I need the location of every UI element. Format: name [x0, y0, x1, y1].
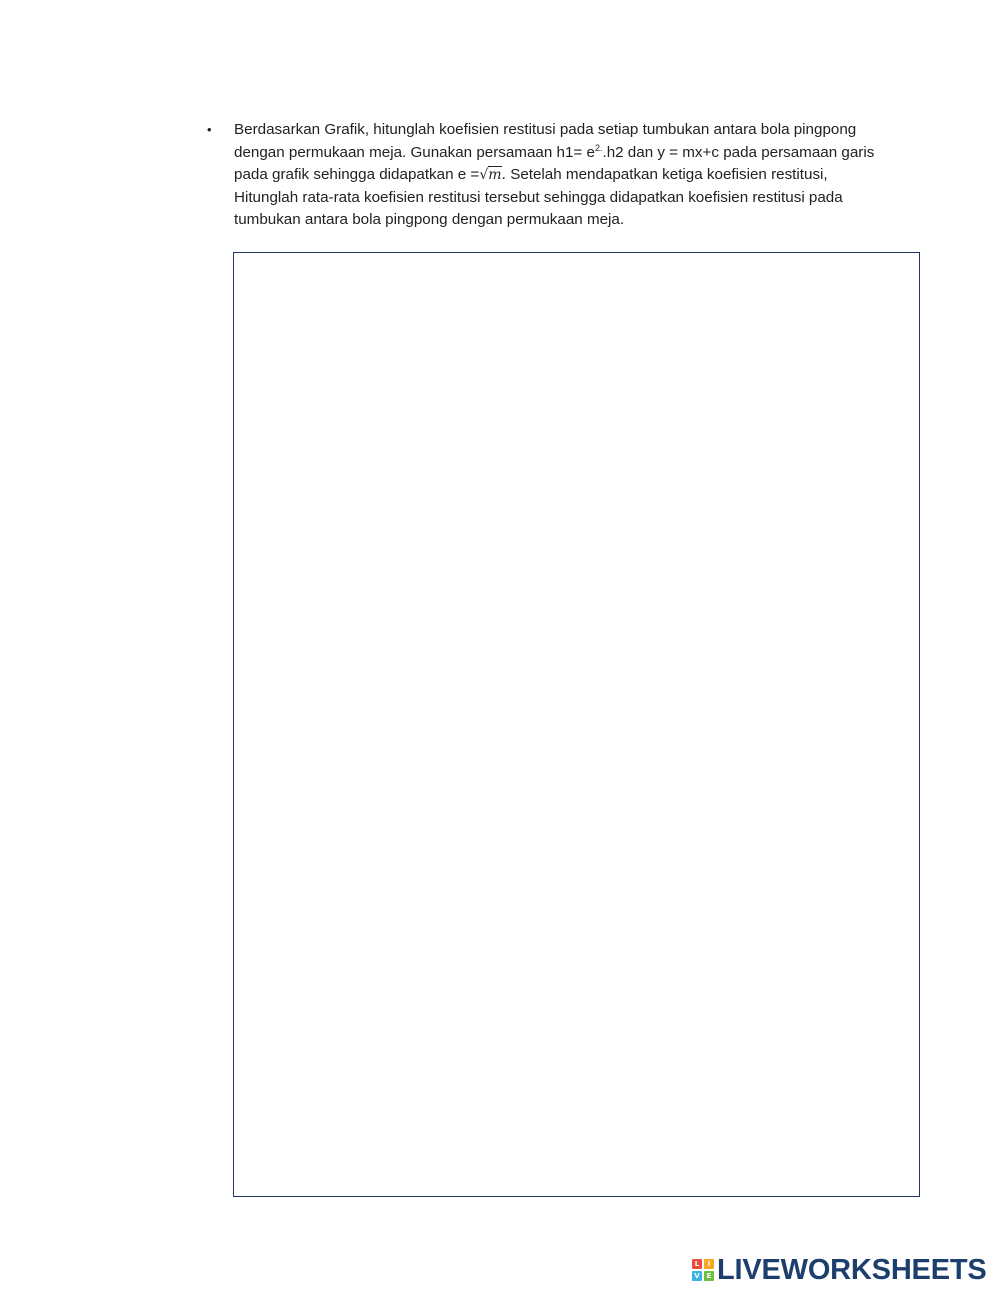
logo-letter-l: L: [692, 1259, 702, 1269]
brand-name: LIVEWORKSHEETS: [717, 1253, 987, 1286]
logo-letter-i: I: [704, 1259, 714, 1269]
liveworksheets-brand: [692, 1255, 987, 1285]
instruction-item: [207, 119, 877, 232]
liveworksheets-logo-icon: [692, 1259, 714, 1281]
instruction-part-3: Setelah mendapatkan ketiga koefisien restitusi, Hitunglah rata-rata koefisien restitusi tersebut sehingga didapatkan koefisien restitusi pada tumbukan antara bola pingpong dengan permukaan meja.: [234, 166, 843, 228]
instruction-text: [234, 119, 877, 232]
exponent: 2.: [594, 142, 603, 153]
answer-box[interactable]: [233, 252, 920, 1197]
logo-letter-v: V: [692, 1271, 702, 1281]
instruction-part-1: Berdasarkan Grafik, hitunglah koefisien restitusi pada setiap tumbukan antara bola pingpong dengan permukaan meja. Gunakan persamaan h1= e: [234, 121, 857, 161]
square-root-icon: √: [479, 167, 489, 183]
bullet-icon: •: [207, 122, 212, 137]
instruction-part-2: .h2 dan y = mx+c pada persamaan garis pada grafik sehingga didapatkan e =: [234, 143, 875, 183]
logo-letter-e: E: [704, 1271, 714, 1281]
math-dot: .: [501, 167, 506, 183]
variable-m: m: [488, 167, 502, 183]
